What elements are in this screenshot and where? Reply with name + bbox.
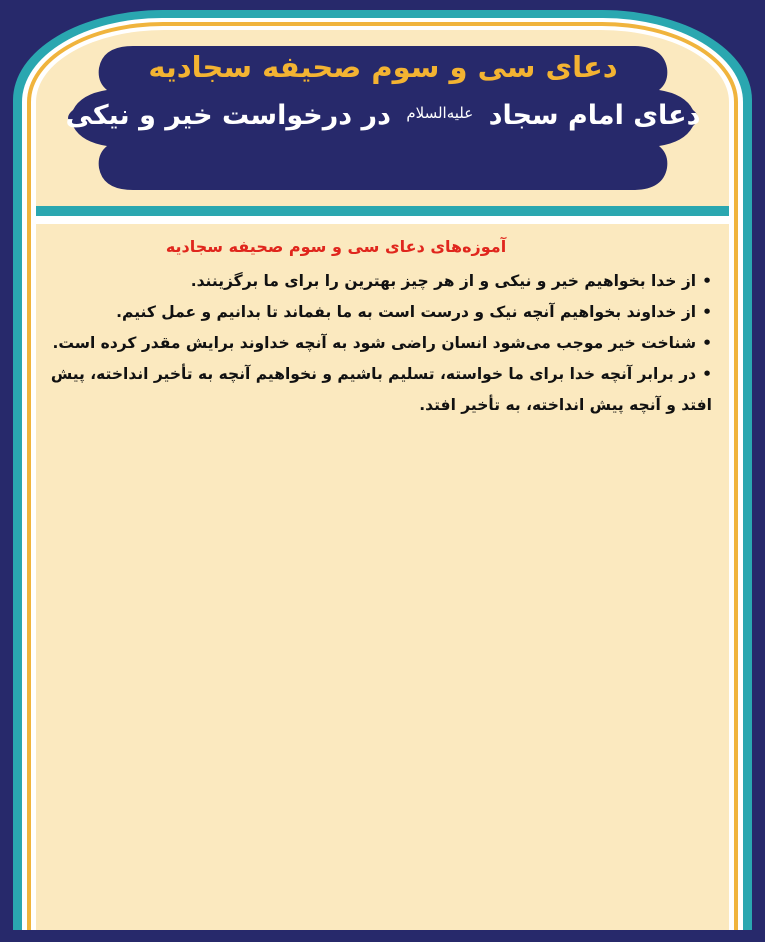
lesson-text: در برابر آنچه خدا برای ما خواسته، تسلیم باشیم و نخواهیم آنچه به تأخیر انداخته، پیش افتد و آنچه پیش انداخته، به تأخیر افتد. <box>50 365 712 414</box>
subtitle-part2: در درخواست خیر و نیکی <box>65 100 391 131</box>
bullet-icon: • <box>702 334 712 352</box>
list-item <box>50 359 712 421</box>
header-divider <box>36 206 729 216</box>
bullet-icon: • <box>702 303 712 321</box>
list-item <box>50 328 712 359</box>
lesson-text: شناخت خیر موجب می‌شود انسان راضی شود به آنچه خداوند برایش مقدر کرده است. <box>52 334 697 352</box>
bullet-icon: • <box>702 272 712 290</box>
list-item <box>50 297 712 328</box>
lesson-text: از خداوند بخواهیم آنچه نیک و درست است به ما بفماند تا بدانیم و عمل کنیم. <box>116 303 697 321</box>
page-subtitle <box>63 100 703 131</box>
header-divider-light <box>36 216 729 224</box>
bullet-icon: • <box>702 365 712 383</box>
list-item <box>50 266 712 297</box>
lessons-section <box>50 234 712 421</box>
page-title: دعای سی و سوم صحیفه سجادیه <box>148 50 618 84</box>
lessons-list <box>50 266 712 421</box>
lesson-text: از خدا بخواهیم خیر و نیکی و از هر چیز بهترین را برای ما برگزینند. <box>190 272 697 290</box>
subtitle-part1: دعای امام سجاد <box>488 100 701 131</box>
section-heading: آموزه‌های دعای سی و سوم صحیفه سجادیه <box>165 237 507 256</box>
honorific-calligraphy: علیه‌السلام <box>406 104 474 122</box>
